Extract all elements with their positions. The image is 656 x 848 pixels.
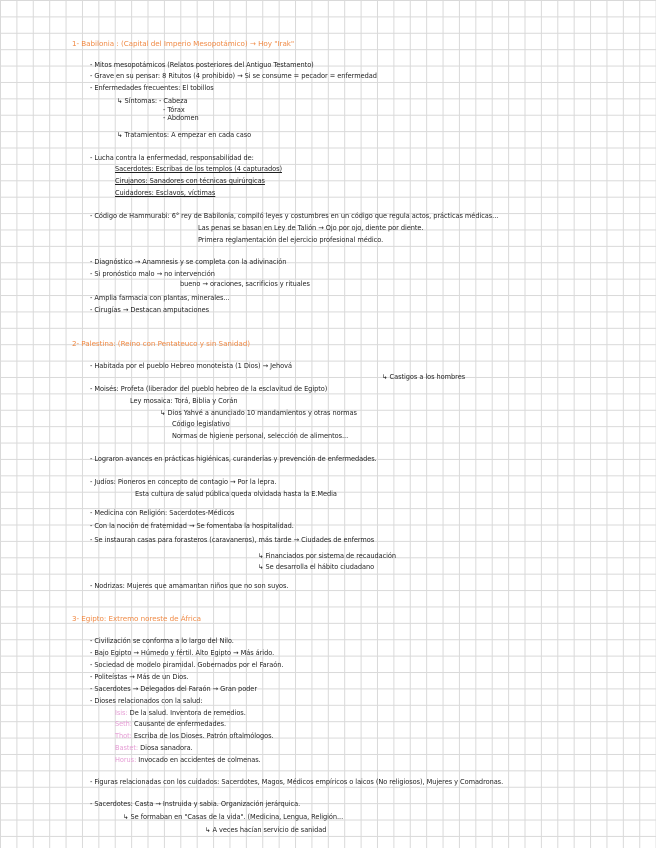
note-line: - Amplia farmacia con plantas, minerales... xyxy=(90,294,230,302)
note-line: - Politeístas → Más de un Dios. xyxy=(90,673,189,681)
deity-name: Thot: xyxy=(115,732,132,740)
note-line: Cirujanos: Sanadores con técnicas quirúrgicas xyxy=(115,177,265,185)
deity-name: Seth: xyxy=(115,720,132,728)
deity-name: Isis: xyxy=(115,709,128,717)
note-line: - Medicina con Religión: Sacerdotes-Médicos xyxy=(90,509,235,517)
section-1-title: 1- Babilonia : (Capital del Imperio Mesopotámico) → Hoy "Irak" xyxy=(72,39,295,48)
note-line: Sacerdotes: Escribas de los templos (4 capturados) xyxy=(115,165,282,173)
note-line: - Tórax xyxy=(163,106,185,114)
note-line: ↳ Financiados por sistema de recaudación xyxy=(258,552,397,560)
note-line: bueno → oraciones, sacrificios y rituales xyxy=(180,280,310,288)
note-line: - Sociedad de modelo piramidal. Gobernados por el Faraón. xyxy=(90,661,284,669)
deity-line xyxy=(115,756,261,765)
note-line: ↳ Dios Yahvé a anunciado 10 mandamientos y otras normas xyxy=(160,409,357,417)
deity-description: Diosa sanadora. xyxy=(140,744,193,752)
deity-description: Causante de enfermedades. xyxy=(134,720,227,728)
note-line: - Código de Hammurabi: 6° rey de Babilonia, compiló leyes y costumbres en un código que regula actos, prácticas médicas... xyxy=(90,212,499,220)
note-line: Normas de higiene personal, selección de alimentos... xyxy=(172,432,349,440)
note-line: Ley mosaica: Torá, Biblia y Corán xyxy=(130,397,238,405)
note-line: ↳ Se formaban en "Casas de la vida". (Medicina, Lengua, Religión... xyxy=(123,813,344,821)
note-line: - Con la noción de fraternidad → Se fomentaba la hospitalidad. xyxy=(90,522,294,530)
note-line: - Diagnóstico → Anamnesis y se completa con la adivinación xyxy=(90,258,287,266)
note-line: - Grave en su pensar: 8 Ritutos (4 prohibido) → Si se consume = pecador = enfermedad xyxy=(90,72,377,80)
note-line: - Sacerdotes → Delegados del Faraón → Gran poder xyxy=(90,685,257,693)
note-line: Las penas se basan en Ley de Talión → Ojo por ojo, diente por diente. xyxy=(198,224,424,232)
deity-name: Horus: xyxy=(115,756,137,764)
note-line: - Nodrizas: Mujeres que amamantan niños que no son suyos. xyxy=(90,582,289,590)
note-line: - Moisés: Profeta (liberador del pueblo hebreo de la esclavitud de Egipto) xyxy=(90,385,328,393)
note-line: - Cirugías → Destacan amputaciones xyxy=(90,306,210,314)
deity-line xyxy=(115,732,274,741)
note-line: - Bajo Egipto → Húmedo y fértil. Alto Egipto → Más árido. xyxy=(90,649,275,657)
note-line: Esta cultura de salud pública queda olvidada hasta la E.Media xyxy=(135,490,337,498)
deity-line xyxy=(115,744,193,753)
deity-line xyxy=(115,709,246,718)
note-line: - Se instauran casas para forasteros (caravaneros), más tarde → Ciudades de enfermos xyxy=(90,536,375,544)
note-line: Código legislativo xyxy=(172,420,230,428)
note-line: - Lucha contra la enfermedad, responsabilidad de: xyxy=(90,154,254,162)
section-2-title: 2- Palestina: (Reino con Pentateuco y sin Sanidad) xyxy=(72,339,251,348)
note-line: - Judíos: Pioneros en concepto de contagio → Por la lepra. xyxy=(90,478,277,486)
note-line: - Civilización se conforma a lo largo del Nilo. xyxy=(90,637,234,645)
note-line: - Si pronóstico malo → no intervención xyxy=(90,270,215,278)
note-line: - Abdomen xyxy=(163,114,199,122)
note-line: - Sacerdotes: Casta → Instruida y sabia. Organización jerárquica. xyxy=(90,800,301,808)
note-line: - Enfermedades frecuentes: El tobillos xyxy=(90,84,214,92)
deity-description: De la salud. Inventora de remedios. xyxy=(129,709,246,717)
note-line: Cuidadores: Esclavos, víctimas xyxy=(115,189,216,197)
note-line: - Habitada por el pueblo Hebreo monoteísta (1 Dios) → Jehová xyxy=(90,362,292,370)
note-line: - Dioses relacionados con la salud: xyxy=(90,697,203,705)
note-line: - Figuras relacionadas con los cuidados: Sacerdotes, Magos, Médicos empíricos o laicos (No religiosos), Mujeres y Comadronas. xyxy=(90,778,504,786)
note-line: Primera reglamentación del ejercicio profesional médico. xyxy=(198,236,384,244)
deity-description: Escriba de los Dioses. Patrón oftalmólogos. xyxy=(133,732,274,740)
deity-line xyxy=(115,720,226,729)
note-line: ↳ A veces hacían servicio de sanidad xyxy=(205,826,327,834)
note-line: - Mitos mesopotámicos (Relatos posteriores del Antiguo Testamento) xyxy=(90,61,314,69)
note-line: ↳ Tratamientos: A empezar en cada caso xyxy=(117,131,252,139)
deity-description: Invocado en accidentes de colmenas. xyxy=(138,756,261,764)
note-line: ↳ Se desarrolla el hábito ciudadano xyxy=(258,563,375,571)
note-line: ↳ Castigos a los hombres xyxy=(382,373,466,381)
deity-name: Bastet: xyxy=(115,744,139,752)
note-line: ↳ Síntomas: - Cabeza xyxy=(117,97,188,105)
note-line: - Lograron avances en prácticas higiénicas, curanderías y prevención de enfermedades. xyxy=(90,455,377,463)
section-3-title: 3- Egipto: Extremo noreste de África xyxy=(72,614,201,623)
